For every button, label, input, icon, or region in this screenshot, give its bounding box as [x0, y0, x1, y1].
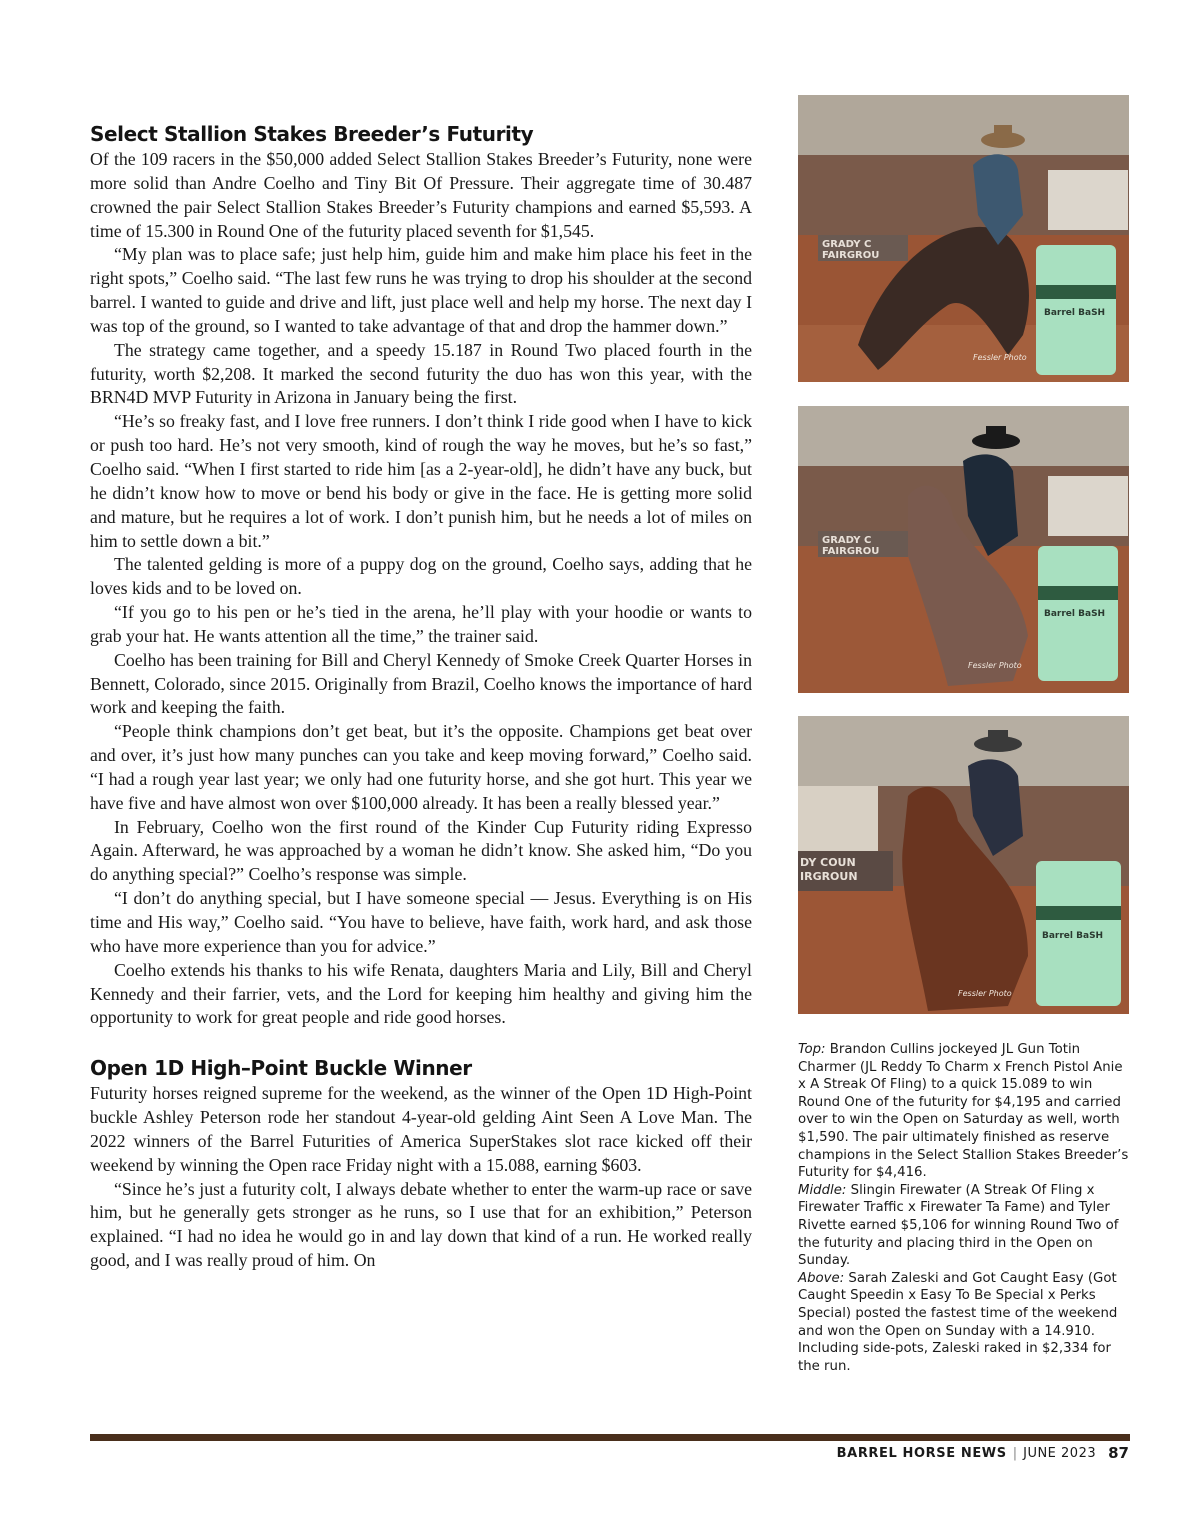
- caption-label: Top:: [798, 1042, 826, 1057]
- caption-middle: [798, 1182, 1130, 1270]
- issue-date: JUNE 2023: [1023, 1445, 1097, 1461]
- page-footer: [837, 1441, 1129, 1465]
- paragraph: “If you go to his pen or he’s tied in the arena, he’ll play with your hoodie or wants to grab your hat. He wants attention all the time,” the trainer said.: [90, 602, 752, 646]
- caption-text: Sarah Zaleski and Got Caught Easy (Got Caught Speedin x Easy To Be Special x Perks Special) posted the fastest time of the weekend and won the Open on Sunday with a 14.910. Including side-pots, Zaleski raked in $2,334 for the run.: [798, 1270, 1118, 1374]
- paragraph: The talented gelding is more of a puppy dog on the ground, Coelho says, adding that he loves kids and to be loved on.: [90, 554, 752, 599]
- paragraph: “Since he’s just a futurity colt, I always debate whether to enter the warm-up race or save him, but he generally gets stronger as he runs, so I use that for an exhibition,” Peterson explained. “I had no idea he would go in and lay down that kind of a run. He worked really good, and I was really proud of him. On: [90, 1178, 752, 1271]
- article-body: [90, 120, 752, 1273]
- photo-credit: Fessler Photo: [973, 353, 1027, 362]
- caption-text: Brandon Cullins jockeyed JL Gun Totin Charmer (JL Reddy To Charm x French Pistol Anie x A Streak Of Fling) to a quick 15.089 to win Round One of the futurity for $4,195 and carried over to win the Open on Saturday as well, worth $1,590. The pair ultimately finished as reserve champions in the Select Stallion Stakes Breeder’s Futurity for $4,416.: [798, 1042, 1129, 1181]
- photo-above-barrel-race: [798, 716, 1129, 1014]
- arena-sign-text: GRADY C: [822, 535, 872, 546]
- page-number: 87: [1108, 1444, 1129, 1462]
- publication-name: BARREL HORSE NEWS: [836, 1445, 1007, 1461]
- footer-rule: [90, 1434, 1130, 1441]
- arena-sign-text: FAIRGROU: [822, 250, 880, 261]
- caption-top: [798, 1041, 1130, 1182]
- barrel-logo-text: Barrel BaSH: [1044, 308, 1106, 318]
- arena-sign-text: GRADY C: [822, 239, 872, 250]
- paragraph: “He’s so freaky fast, and I love free runners. I don’t think I ride good when I have to kick or push too hard. He’s not very smooth, kind of rough the way he moves, but he’s so fast,” Coelho said. “When I first started to ride him [as a 2-year-old], he didn’t have any buck, but he didn’t know how to move or bend his body or give in the face. He is getting more solid and mature, but he requires a lot of work. I don’t punish him, but he needs a lot of miles on him to settle down a bit.”: [90, 411, 752, 551]
- section-heading-high-point: Open 1D High–Point Buckle Winner: [90, 1056, 472, 1081]
- paragraph: “My plan was to place safe; just help him, guide him and make him place his feet in the right spots,” Coelho said. “The last few runs he was trying to drop his shoulder at the second barrel. I wanted to guide and drive and lift, just place well and help my horse. The next day I was top of the ground, so I wanted to take advantage of that and drop the hammer down.”: [90, 244, 752, 336]
- photo-captions: [798, 1041, 1130, 1375]
- paragraph: Of the 109 racers in the $50,000 added Select Stallion Stakes Breeder’s Futurity, none were more solid than Andre Coelho and Tiny Bit Of Pressure. Their aggregate time of 30.487 crowned the pair Select Stallion Stakes Breeder’s Futurity champions and earned $5,593. A time of 15.300 in Round One of the futurity placed seventh for $1,545.: [90, 149, 752, 241]
- caption-above: [798, 1270, 1130, 1376]
- arena-sign-text: IRGROUN: [800, 870, 858, 883]
- paragraph: The strategy came together, and a speedy 15.187 in Round Two placed fourth in the futurity, worth $2,208. It marked the second futurity the duo has won this year, with the BRN4D MVP Futurity in Arizona in January being the first.: [90, 339, 752, 408]
- section-heading-futurity: Select Stallion Stakes Breeder’s Futurity: [90, 122, 534, 146]
- footer-separator: |: [1012, 1445, 1018, 1461]
- paragraph: Coelho extends his thanks to his wife Renata, daughters Maria and Lily, Bill and Cheryl Kennedy and their farrier, vets, and the Lord for keeping him healthy and giving him the opportunity to work for great people and ride good horses.: [90, 959, 752, 1028]
- paragraph: Futurity horses reigned supreme for the weekend, as the winner of the Open 1D High-Point buckle Ashley Peterson rode her standout 4-year-old gelding Aint Seen A Love Man. The 2022 winners of the Barrel Futurities of America SuperStakes slot race kicked off their weekend by winning the Open race Friday night with a 15.088, earning $603.: [90, 1083, 752, 1175]
- photo-top-barrel-race: [798, 95, 1129, 382]
- paragraph: “People think champions don’t get beat, but it’s the opposite. Champions get beat over and over, it’s just how many punches can you take and keep moving forward,” Coelho said. “I had a rough year last year; we only had one futurity horse, and she got hurt. This year we have five and have almost won over $100,000 already. It has been a really blessed year.”: [90, 721, 752, 813]
- barrel-logo-text: Barrel BaSH: [1044, 609, 1106, 619]
- arena-sign-text: DY COUN: [800, 856, 856, 869]
- caption-label: Middle:: [798, 1182, 847, 1198]
- arena-sign-text: FAIRGROU: [822, 546, 880, 557]
- paragraph: “I don’t do anything special, but I have someone special — Jesus. Everything is on His time and His way,” Coelho said. “You have to believe, have faith, work hard, and ask those who have more experience than you for advice.”: [90, 888, 752, 956]
- photo-credit: Fessler Photo: [968, 661, 1022, 670]
- caption-text: Slingin Firewater (A Streak Of Fling x Firewater Traffic x Firewater Ta Fame) and Tyler Rivette earned $5,106 for winning Round Two of the futurity and placing third in the Open on Sunday.: [798, 1182, 1119, 1269]
- photo-middle-barrel-race: [798, 406, 1129, 693]
- photo-credit: Fessler Photo: [958, 989, 1012, 998]
- paragraph: Coelho has been training for Bill and Cheryl Kennedy of Smoke Creek Quarter Horses in Bennett, Colorado, since 2015. Originally from Brazil, Coelho knows the importance of hard work and keeping the faith.: [90, 649, 752, 718]
- barrel-logo-text: Barrel BaSH: [1042, 931, 1104, 941]
- caption-label: Above:: [798, 1270, 845, 1286]
- paragraph: In February, Coelho won the first round of the Kinder Cup Futurity riding Expresso Again. Afterward, he was approached by a woman he didn’t know. She asked him, “Do you do anything special?” Coelho’s response was simple.: [90, 816, 752, 885]
